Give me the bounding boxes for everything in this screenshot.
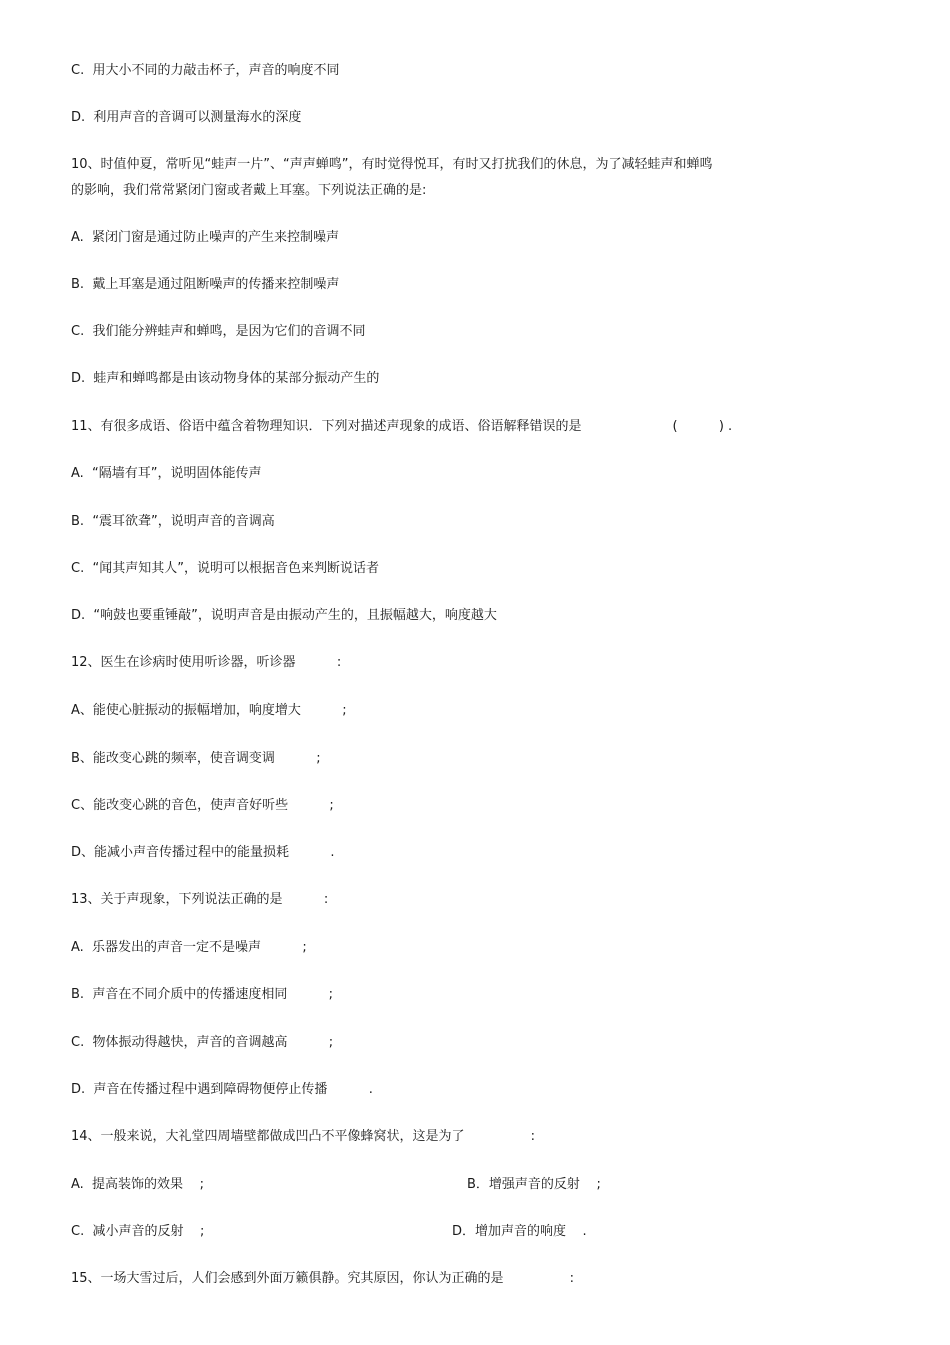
q12-option-d: D、能减小声音传播过程中的能量损耗 .	[71, 845, 335, 860]
question-10-line-2: 的影响，我们常常紧闭门窗或者戴上耳塞。下列说法正确的是:	[71, 183, 427, 198]
q11-option-a: A. “隔墙有耳”，说明固体能传声	[71, 466, 262, 481]
q12-option-a: A、能使心脏振动的振幅增加，响度增大 ;	[71, 703, 347, 718]
q10-option-d: D. 蛙声和蝉鸣都是由该动物身体的某部分振动产生的	[71, 371, 380, 386]
question-13: 13、关于声现象，下列说法正确的是 :	[71, 892, 329, 907]
q13-option-d: D. 声音在传播过程中遇到障碍物便停止传播 .	[71, 1082, 373, 1097]
q10-option-a: A. 紧闭门窗是通过防止噪声的产生来控制噪声	[71, 230, 340, 245]
q11-option-d: D. “响鼓也要重锤敲”，说明声音是由振动产生的，且振幅越大，响度越大	[71, 608, 497, 623]
q13-option-c: C. 物体振动得越快，声音的音调越高 ;	[71, 1035, 334, 1050]
q13-option-b: B. 声音在不同介质中的传播速度相同 ;	[71, 987, 334, 1002]
q12-option-b: B、能改变心跳的频率，使音调变调 ;	[71, 751, 321, 766]
question-15: 15、一场大雪过后，人们会感到外面万籁俱静。究其原因，你认为正确的是 :	[71, 1271, 575, 1286]
question-11: 11、有很多成语、俗语中蕴含着物理知识．下列对描述声现象的成语、俗语解释错误的是 ( ) .	[71, 419, 733, 434]
q14-option-a: A. 提高装饰的效果 ;	[71, 1177, 204, 1192]
q11-option-b: B. “震耳欲聋”，说明声音的音调高	[71, 514, 275, 529]
q10-option-b: B. 戴上耳塞是通过阻断噪声的传播来控制噪声	[71, 277, 340, 292]
q11-option-c: C. “闻其声知其人”，说明可以根据音色来判断说话者	[71, 561, 379, 576]
question-10-line-1: 10、时值仲夏，常听见“蛙声一片”、“声声蝉鸣”，有时觉得悦耳，有时又打扰我们的休息，为了减轻蛙声和蝉鸣	[71, 157, 713, 172]
q13-option-a: A. 乐器发出的声音一定不是噪声 ;	[71, 940, 307, 955]
q12-option-c: C、能改变心跳的音色，使声音好听些 ;	[71, 798, 334, 813]
q10-option-c: C. 我们能分辨蛙声和蝉鸣，是因为它们的音调不同	[71, 324, 366, 339]
q14-option-b: B．增强声音的反射 ;	[467, 1177, 601, 1192]
question-14: 14、一般来说，大礼堂四周墙壁都做成凹凸不平像蜂窝状，这是为了 :	[71, 1129, 536, 1144]
option-c-line: C. 用大小不同的力敲击杯子，声音的响度不同	[71, 63, 340, 78]
q14-option-d: D．增加声音的响度 .	[452, 1224, 587, 1239]
question-12: 12、医生在诊病时使用听诊器，听诊器 :	[71, 655, 342, 670]
q14-option-c: C. 减小声音的反射 ;	[71, 1224, 205, 1239]
option-d-line: D. 利用声音的音调可以测量海水的深度	[71, 110, 302, 125]
